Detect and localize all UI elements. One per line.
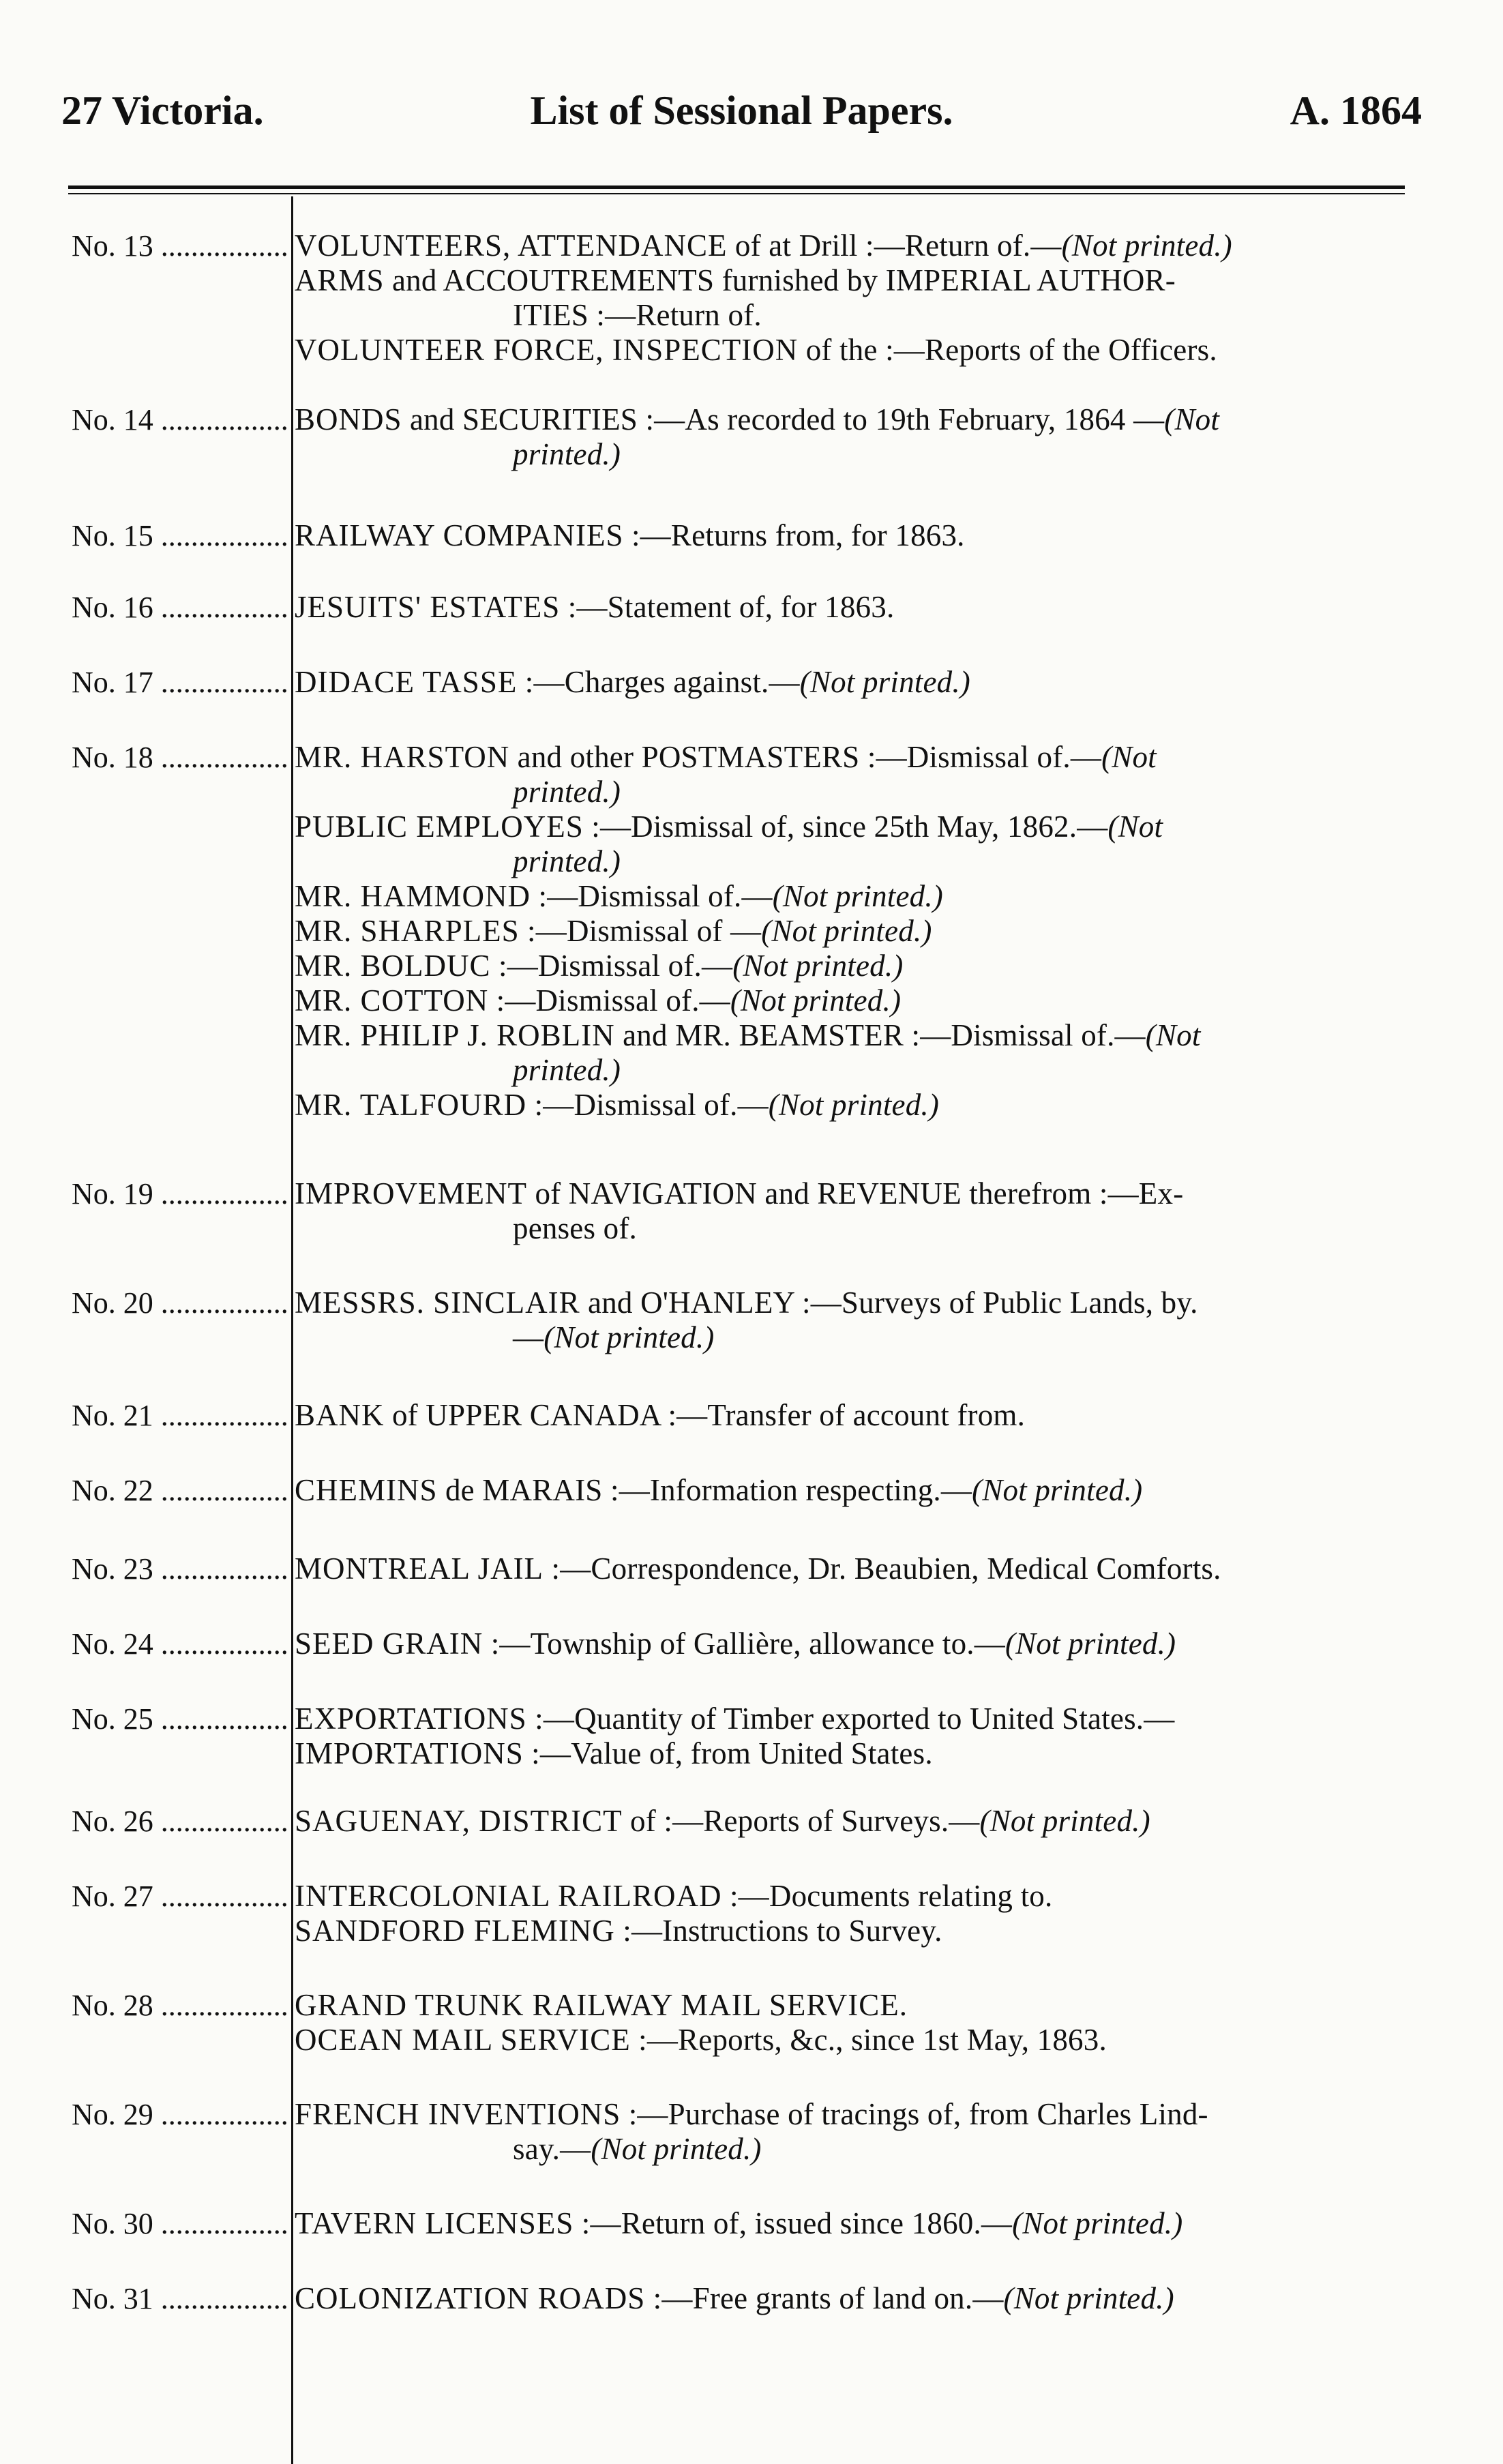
subject-text: and SECURITIES :—As recorded to 19th February, 1864 —	[402, 402, 1165, 436]
not-printed-note: printed.)	[513, 437, 621, 471]
subject-text: penses of.	[513, 1211, 637, 1245]
paper-number: No. 23 .....	[72, 1552, 288, 1586]
description-line	[295, 2206, 1420, 2241]
description-line	[295, 879, 1420, 914]
not-printed-note: (Not printed.)	[1005, 1627, 1176, 1661]
description-line	[295, 665, 1420, 700]
description-line	[295, 1804, 1420, 1839]
paper-number: No. 19 .....	[72, 1176, 288, 1211]
subject-text: :—Dismissal of —	[519, 914, 762, 948]
paper-number: No. 29 .....	[72, 2097, 288, 2132]
subject-text: :—Value of, from United States.	[523, 1736, 933, 1770]
subject-caps: SAGUENAY, DISTRICT	[295, 1804, 623, 1838]
description-line	[295, 983, 1420, 1018]
subject-text: :—Documents relating to.	[721, 1879, 1053, 1913]
subject-caps: PUBLIC EMPLOYES	[295, 810, 584, 844]
subject-caps: COLONIZATION ROADS	[295, 2281, 646, 2315]
header-title: List of Sessional Papers.	[530, 88, 953, 133]
subject-text: and other POSTMASTERS :—Dismissal of.—	[509, 740, 1102, 774]
description-line	[295, 298, 1420, 333]
subject-text: :—Free grants of land on.—	[645, 2281, 1004, 2315]
description-line	[295, 437, 1420, 472]
subject-caps: INTERCOLONIAL RAILROAD	[295, 1879, 722, 1913]
paper-description	[295, 1804, 1420, 1839]
subject-text: of UPPER CANADA :—Transfer of account from.	[384, 1398, 1026, 1432]
subject-caps: FRENCH INVENTIONS	[295, 2097, 621, 2131]
subject-text: :—Dismissal of.—	[490, 949, 733, 983]
subject-text: —	[513, 1320, 544, 1354]
subject-caps: SEED GRAIN	[295, 1627, 483, 1661]
paper-description	[295, 1879, 1420, 1948]
paper-number: No. 30 .....	[72, 2206, 288, 2241]
not-printed-note: (Not printed.)	[732, 949, 904, 983]
description-line	[295, 1552, 1420, 1586]
subject-text: and O'HANLEY :—Surveys of Public Lands, by.	[580, 1286, 1198, 1320]
subject-text: and MR. BEAMSTER :—Dismissal of.—	[614, 1018, 1146, 1052]
header-right: A. 1864	[1290, 88, 1422, 133]
paper-number: No. 28 .....	[72, 1988, 288, 2023]
description-line	[295, 402, 1420, 437]
paper-number: No. 21 .....	[72, 1398, 288, 1433]
paper-description	[295, 1176, 1420, 1246]
not-printed-note: (Not printed.)	[972, 1473, 1143, 1507]
description-line	[295, 1914, 1420, 1948]
subject-text: :—Return of, issued since 1860.—	[574, 2206, 1013, 2240]
paper-description	[295, 402, 1420, 472]
paper-description	[295, 665, 1420, 700]
paper-description	[295, 1398, 1420, 1433]
subject-caps: MESSRS. SINCLAIR	[295, 1286, 580, 1320]
description-line	[295, 2023, 1420, 2058]
not-printed-note: (Not	[1107, 810, 1163, 844]
description-line	[295, 740, 1420, 775]
subject-text: of at Drill :—Return of.—	[727, 228, 1062, 263]
subject-caps: MR. PHILIP J. ROBLIN	[295, 1018, 615, 1052]
subject-caps: ARMS	[295, 263, 385, 297]
paper-number: No. 24 .....	[72, 1627, 288, 1661]
paper-description	[295, 1286, 1420, 1355]
paper-number: No. 27 .....	[72, 1879, 288, 1914]
subject-caps: MR. BOLDUC	[295, 949, 491, 983]
description-line	[295, 1176, 1420, 1211]
not-printed-note: (Not printed.)	[1012, 2206, 1183, 2240]
description-line	[295, 590, 1420, 625]
description-line	[295, 1088, 1420, 1123]
description-line	[295, 1702, 1420, 1736]
paper-number: No. 31 .....	[72, 2281, 288, 2316]
subject-text: say.—	[513, 2132, 591, 2166]
not-printed-note: printed.)	[513, 844, 621, 878]
subject-caps: GRAND TRUNK RAILWAY MAIL SERVICE.	[295, 1988, 908, 2022]
subject-text: of NAVIGATION and REVENUE therefrom :—Ex-	[527, 1176, 1184, 1211]
paper-description	[295, 228, 1420, 368]
description-line	[295, 1018, 1420, 1053]
subject-text: ITIES :—Return of.	[513, 298, 762, 332]
subject-caps: MR. COTTON	[295, 983, 489, 1018]
subject-text: :—Township of Gallière, allowance to.—	[483, 1627, 1005, 1661]
paper-description	[295, 590, 1420, 625]
subject-caps: MONTREAL JAIL	[295, 1552, 544, 1586]
not-printed-note: (Not printed.)	[979, 1804, 1150, 1838]
paper-description	[295, 1473, 1420, 1508]
description-line	[295, 228, 1420, 263]
paper-description	[295, 518, 1420, 553]
not-printed-note: (Not printed.)	[1061, 228, 1232, 263]
paper-number: No. 14 .....	[72, 402, 288, 437]
paper-number: No. 15 .....	[72, 518, 288, 553]
subject-text: :—Correspondence, Dr. Beaubien, Medical Comforts.	[544, 1552, 1221, 1586]
paper-number: No. 26 .....	[72, 1804, 288, 1839]
paper-description	[295, 2281, 1420, 2316]
subject-caps: CHEMINS	[295, 1473, 438, 1507]
description-line	[295, 2132, 1420, 2167]
description-line	[295, 1627, 1420, 1661]
paper-number: No. 20 .....	[72, 1286, 288, 1320]
subject-caps: MR. TALFOURD	[295, 1088, 527, 1122]
subject-caps: BANK	[295, 1398, 385, 1432]
subject-caps: EXPORTATIONS	[295, 1702, 527, 1736]
subject-caps: JESUITS' ESTATES	[295, 590, 561, 624]
subject-text: :—Returns from, for 1863.	[623, 518, 965, 552]
not-printed-note: (Not	[1164, 402, 1220, 436]
subject-text: :—Dismissal of.—	[531, 879, 773, 913]
description-line	[295, 1398, 1420, 1433]
not-printed-note: (Not printed.)	[761, 914, 932, 948]
subject-text: :—Reports, &c., since 1st May, 1863.	[630, 2023, 1107, 2057]
description-line	[295, 810, 1420, 844]
header-left: 27 Victoria.	[61, 88, 264, 133]
subject-caps: IMPROVEMENT	[295, 1176, 528, 1211]
description-line	[295, 1473, 1420, 1508]
description-line	[295, 1211, 1420, 1246]
paper-description	[295, 740, 1420, 1123]
not-printed-note: (Not printed.)	[591, 2132, 762, 2166]
subject-text: :—Statement of, for 1863.	[560, 590, 895, 624]
not-printed-note: printed.)	[513, 1053, 621, 1087]
not-printed-note: (Not	[1145, 1018, 1201, 1052]
subject-text: and ACCOUTREMENTS furnished by IMPERIAL AUTHOR-	[384, 263, 1176, 297]
subject-caps: RAILWAY COMPANIES	[295, 518, 624, 552]
subject-text: :—Dismissal of.—	[526, 1088, 769, 1122]
subject-caps: MR. HARSTON	[295, 740, 510, 774]
paper-number: No. 25 .....	[72, 1702, 288, 1736]
subject-caps: VOLUNTEERS, ATTENDANCE	[295, 228, 728, 263]
not-printed-note: (Not printed.)	[730, 983, 902, 1018]
subject-text: :—Dismissal of, since 25th May, 1862.—	[583, 810, 1108, 844]
subject-text: :—Charges against.—	[517, 665, 800, 699]
paper-number: No. 16 .....	[72, 590, 288, 625]
subject-caps: OCEAN MAIL SERVICE	[295, 2023, 631, 2057]
description-line	[295, 1988, 1420, 2023]
not-printed-note: (Not printed.)	[544, 1320, 715, 1354]
description-line	[295, 775, 1420, 810]
subject-caps: MR. HAMMOND	[295, 879, 531, 913]
description-line	[295, 844, 1420, 879]
not-printed-note: (Not printed.)	[799, 665, 970, 699]
description-line	[295, 2097, 1420, 2132]
description-line	[295, 333, 1420, 368]
description-line	[295, 2281, 1420, 2316]
not-printed-note: printed.)	[513, 775, 621, 809]
paper-description	[295, 1988, 1420, 2058]
subject-caps: TAVERN LICENSES	[295, 2206, 574, 2240]
subject-caps: MR. SHARPLES	[295, 914, 520, 948]
description-line	[295, 1320, 1420, 1355]
paper-description	[295, 2206, 1420, 2241]
not-printed-note: (Not	[1101, 740, 1157, 774]
description-line	[295, 1286, 1420, 1320]
description-line	[295, 914, 1420, 949]
description-line	[295, 1736, 1420, 1771]
subject-text: :—Purchase of tracings of, from Charles Lind-	[621, 2097, 1208, 2131]
description-line	[295, 1053, 1420, 1088]
subject-caps: BONDS	[295, 402, 402, 436]
paper-number: No. 13 .....	[72, 228, 288, 263]
subject-text: :—Instructions to Survey.	[614, 1914, 942, 1948]
subject-caps: IMPORTATIONS	[295, 1736, 524, 1770]
subject-caps: SANDFORD FLEMING	[295, 1914, 615, 1948]
description-line	[295, 518, 1420, 553]
description-line	[295, 1879, 1420, 1914]
paper-description	[295, 1702, 1420, 1771]
paper-number: No. 22 .....	[72, 1473, 288, 1508]
not-printed-note: (Not printed.)	[768, 1088, 940, 1122]
subject-text: :—Quantity of Timber exported to United States.—	[526, 1702, 1175, 1736]
subject-caps: DIDACE TASSE	[295, 665, 518, 699]
subject-text: of :—Reports of Surveys.—	[622, 1804, 980, 1838]
subject-caps: VOLUNTEER FORCE, INSPECTION	[295, 333, 799, 367]
description-line	[295, 263, 1420, 298]
not-printed-note: (Not printed.)	[772, 879, 943, 913]
subject-text: de MARAIS :—Information respecting.—	[437, 1473, 972, 1507]
subject-text: :—Dismissal of.—	[488, 983, 730, 1018]
subject-text: of the :—Reports of the Officers.	[798, 333, 1217, 367]
paper-description	[295, 1627, 1420, 1661]
paper-description	[295, 1552, 1420, 1586]
paper-number: No. 17 .....	[72, 665, 288, 700]
not-printed-note: (Not printed.)	[1003, 2281, 1174, 2315]
paper-description	[295, 2097, 1420, 2167]
description-line	[295, 949, 1420, 983]
paper-number: No. 18 .....	[72, 740, 288, 775]
